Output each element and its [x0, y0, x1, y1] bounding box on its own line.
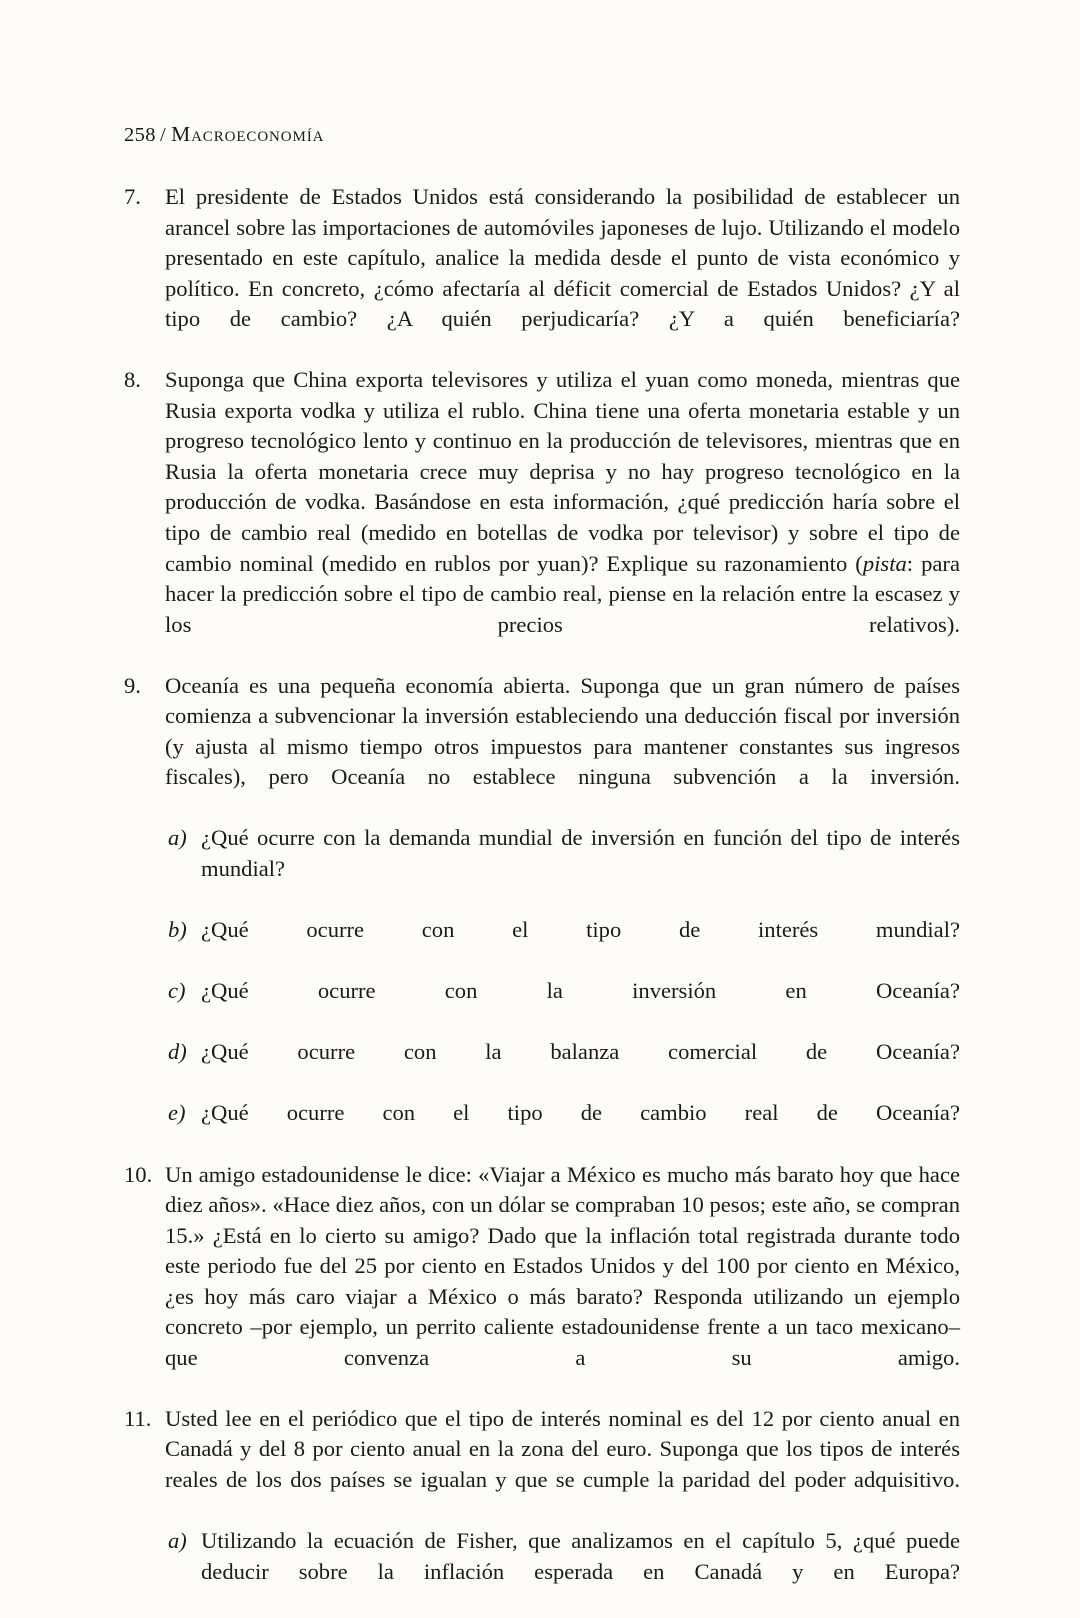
exercise-text: Usted lee en el periódico que el tipo de interés nominal es del 12 por ciento anual en Canadá y del 8 por ciento anual en la zona del euro. Suponga que los tipos de interés reales de los dos países se igualan y que se cumple la paridad del poder adquisitivo.	[165, 1405, 960, 1492]
exercise-subitem	[168, 1098, 960, 1159]
exercise-text: El presidente de Estados Unidos está considerando la posibilidad de establecer un arancel sobre las importaciones de automóviles japoneses de lujo. Utilizando el modelo presentado en este capítulo, analice la medida desde el punto de vista económico y político. En concreto, ¿cómo afectaría al déficit comercial de Estados Unidos? ¿Y al tipo de cambio? ¿A quién perjudicaría? ¿Y a quién beneficiaría?	[165, 184, 960, 332]
running-head	[124, 122, 324, 147]
exercise-number: 10.	[124, 1161, 153, 1187]
subitem-text: ¿Qué ocurre con la inversión en Oceanía?	[201, 978, 960, 1004]
exercise-item	[124, 1404, 960, 1526]
exercise-subitem	[168, 915, 960, 976]
subitem-text: ¿Qué ocurre con el tipo de interés mundial?	[201, 917, 960, 943]
subitem-letter: a)	[168, 1528, 187, 1554]
exercise-text: Oceanía es una pequeña economía abierta. Suponga que un gran número de países comienza a subvencionar la inversión estableciendo una deducción fiscal por inversión (y ajusta al mismo tiempo otros impuestos para mantener constantes sus ingresos fiscales), pero Oceanía no establece ninguna subvención a la inversión.	[165, 672, 960, 790]
subitem-letter: b)	[168, 917, 187, 943]
subitem-letter: d)	[168, 1039, 187, 1065]
exercise-number: 7.	[124, 184, 141, 209]
exercise-subitem	[168, 823, 960, 915]
running-head-separator: /	[159, 124, 167, 146]
subitem-text: ¿Qué ocurre con la demanda mundial de inversión en función del tipo de interés mundial?	[201, 825, 960, 882]
subitem-letter: a)	[168, 825, 187, 851]
exercise-subitem	[168, 976, 960, 1037]
exercise-subitem	[168, 1526, 960, 1618]
exercise-item	[124, 671, 960, 824]
subitem-text: ¿Qué ocurre con la balanza comercial de Oceanía?	[201, 1039, 960, 1065]
page-number: 258	[124, 124, 156, 146]
exercise-list	[124, 182, 960, 1618]
subitem-text: ¿Qué ocurre con el tipo de cambio real de Oceanía?	[201, 1100, 960, 1126]
exercise-hint-word: pista	[862, 550, 907, 576]
exercise-text-part: Suponga que China exporta televisores y utiliza el yuan como moneda, mientras que Rusia exporta vodka y utiliza el rublo. China tiene una oferta monetaria estable y un progreso tecnológico lento y continuo en la producción de televisores, mientras que en Rusia la oferta monetaria crece muy deprisa y no hay progreso tecnológico en la producción de vodka. Basándose en esta información, ¿qué predicción haría sobre el tipo de cambio real (medido en botellas de vodka por televisor) y sobre el tipo de cambio nominal (medido en rublos por yuan)? Explique su razonamiento (	[165, 367, 960, 576]
exercise-item	[124, 1160, 960, 1404]
exercise-number: 8.	[124, 367, 141, 393]
exercise-text: Un amigo estadounidense le dice: «Viajar a México es mucho más barato hoy que hace diez años». «Hace diez años, con un dólar se compraban 10 pesos; este año, se compran 15.» ¿Está en lo cierto su amigo? Dado que la inflación total registrada durante todo este periodo fue del 25 por ciento en Estados Unidos y del 100 por ciento en México, ¿es hoy más caro viajar a México o más barato? Responda utilizando un ejemplo concreto –por ejemplo, un perrito caliente estadounidense frente a un taco mexicano– que convenza a su amigo.	[165, 1161, 960, 1370]
exercise-item	[124, 365, 960, 670]
exercise-text-part: : para hacer la predicción sobre el tipo de cambio real, piense en la relación entre la escasez y los precios relativos).	[165, 550, 960, 637]
exercise-number: 11.	[124, 1405, 152, 1431]
exercise-subitem	[168, 1037, 960, 1098]
subitem-letter: c)	[168, 978, 186, 1004]
exercise-item	[124, 182, 960, 365]
subitem-letter: e)	[168, 1100, 186, 1126]
subitem-text: Utilizando la ecuación de Fisher, que analizamos en el capítulo 5, ¿qué puede deducir sobre la inflación esperada en Canadá y en Europa?	[201, 1528, 960, 1584]
exercise-number: 9.	[124, 672, 141, 698]
exercise-text	[165, 365, 960, 670]
book-title: Macroeconomía	[171, 122, 325, 146]
